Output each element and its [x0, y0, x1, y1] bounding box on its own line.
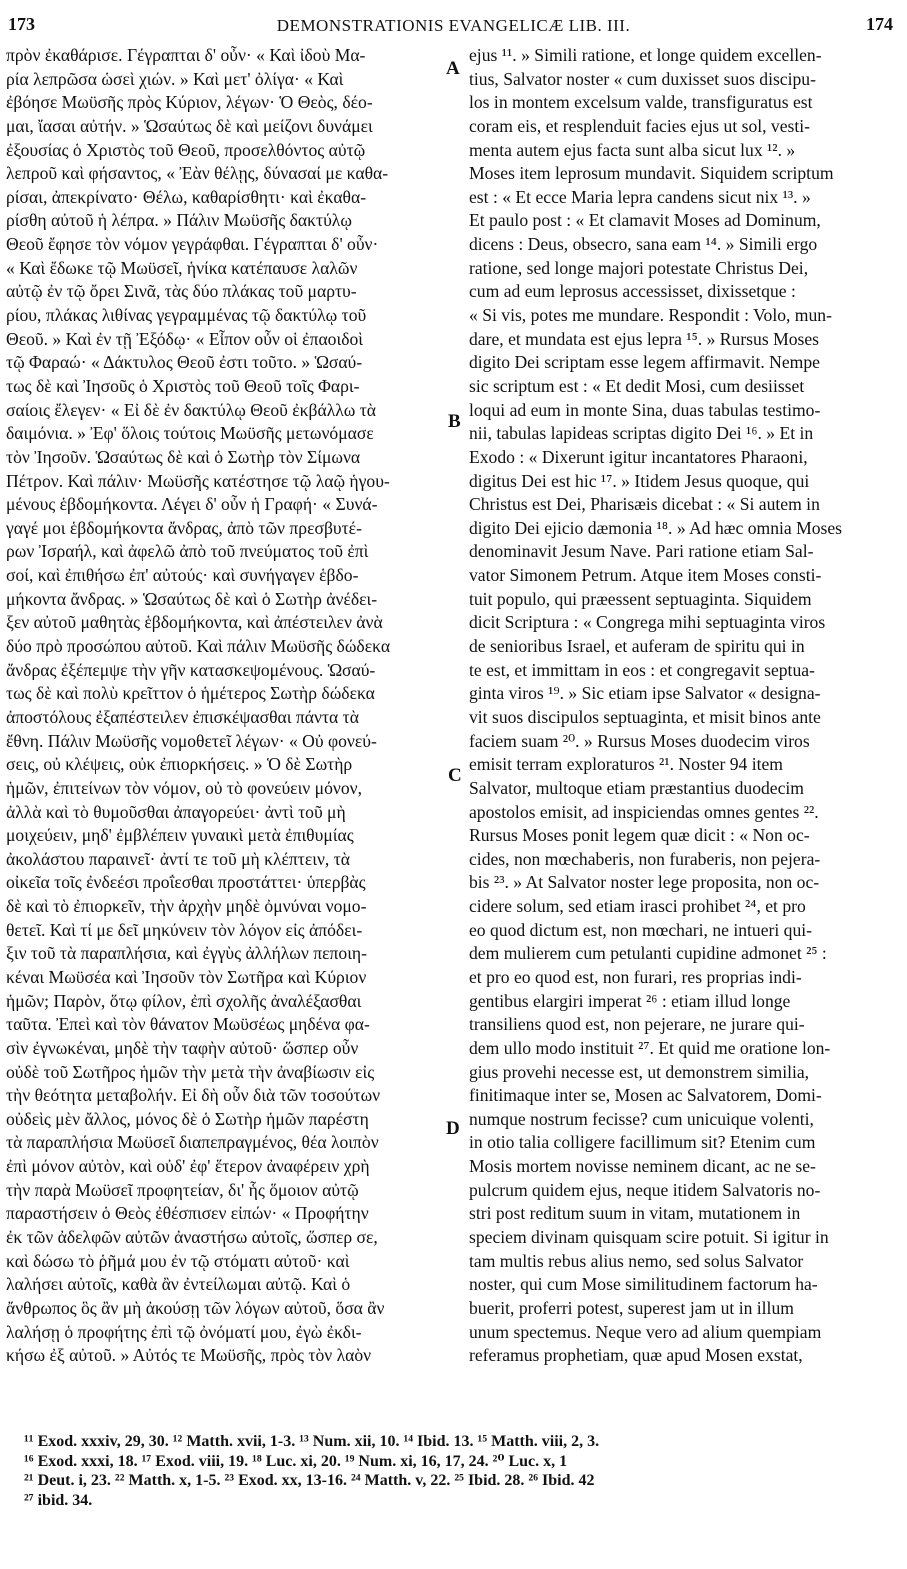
section-marker-a: A — [446, 58, 460, 79]
latin-text-line: nii, tabulas lapideas scriptas digito Dei ¹⁶. » Et in — [469, 423, 814, 444]
greek-text-line: ἐκ τῶν ἀδελφῶν αὐτῶν ἀναστήσω αὐτοῖς, ὥσπερ σε, — [6, 1227, 378, 1248]
latin-text-line: bis ²³. » At Salvator noster lege proposita, non oc- — [469, 872, 820, 893]
latin-text-line: vit suos discipulos septuaginta, et misit binos ante — [469, 706, 821, 727]
greek-text-line: κέναι Μωϋσέα καὶ Ἰησοῦν τὸν Σωτῆρα καὶ Κύριον — [6, 966, 367, 987]
footnote-line: ¹⁶ Exod. xxxi, 18. ¹⁷ Exod. viii, 19. ¹⁸ Luc. xi, 20. ¹⁹ Num. xi, 16, 17, 24. ²⁰ Luc. x, 1 — [24, 1452, 568, 1470]
latin-text-line: los in montem excelsum valde, transfiguratus est — [469, 92, 813, 113]
greek-text-line: ἐβόησε Μωϋσῆς πρὸς Κύριον, λέγων· Ὁ Θεὸς, δέο- — [6, 92, 373, 113]
greek-text-line: λεπροῦ καὶ φήσαντος, « Ἐὰν θέλῃς, δύνασαί με καθα- — [6, 163, 389, 184]
greek-text-line: μαι, ἴασαι αὐτήν. » Ὡσαύτως δὲ καὶ μείζονι δυνάμει — [6, 115, 373, 136]
latin-text-line: ejus ¹¹. » Simili ratione, et longe quidem excellen- — [469, 45, 822, 65]
footnote-line: ²¹ Deut. i, 23. ²² Matth. x, 1-5. ²³ Exod. xx, 13-16. ²⁴ Matth. v, 22. ²⁵ Ibid. 28. ²⁶ Ibid. 42 — [24, 1472, 595, 1490]
greek-text-line: μήκοντα ἄνδρας. » Ὡσαύτως δὲ καὶ ὁ Σωτὴρ ἀνέδει- — [6, 588, 378, 609]
latin-text-line: dare, et mundata est ejus lepra ¹⁵. » Rursus Moses — [469, 328, 820, 349]
greek-text-line: ξιν τοῦ τὰ παραπλήσια, καὶ ἐγγὺς ἀλλήλων πεποιη- — [6, 943, 367, 964]
greek-text-line: ἀκολάστου παραινεῖ· ἀντί τε τοῦ μὴ κλέπτειν, τὰ — [6, 848, 351, 869]
latin-text-line: dicit Scriptura : « Congrega mihi septuaginta viros — [469, 612, 826, 633]
greek-text-line: σεις, οὐ κλέψεις, οὐκ ἐπιορκήσεις. » Ὁ δὲ Σωτὴρ — [6, 754, 353, 775]
latin-text-line: et pro eo quod est, non furari, res proprias indi- — [469, 966, 802, 987]
greek-text-line: ἡμῶν, ἐπιτείνων τὸν νόμον, οὐ τὸ φονεύειν μόνον, — [6, 777, 362, 798]
greek-text-column — [6, 44, 438, 1368]
greek-text-line: ρων Ἰσραήλ, καὶ ἀφελῶ ἀπὸ τοῦ πνεύματος τοῦ ἐπὶ — [6, 541, 369, 562]
latin-text-line: noster, qui cum Mose similitudinem factorum ha- — [469, 1274, 818, 1295]
latin-text-line: Moses item leprosum mundavit. Siquidem scriptum — [469, 163, 834, 184]
greek-text-line: πρὸν ἐκαθάρισε. Γέγραπται δ' οὖν· « Καὶ ἰδοὺ Μα- — [6, 45, 366, 65]
greek-text-line: λαλήσει αὐτοῖς, καθὰ ἂν ἐντείλωμαι αὐτῷ. Καὶ ὁ — [6, 1274, 351, 1295]
latin-text-line: menta autem ejus facta sunt alba sicut lux ¹². » — [469, 139, 796, 160]
latin-text-line: dicens : Deus, obsecro, sana eam ¹⁴. » Simili ergo — [469, 234, 818, 255]
latin-text-line: unum spectemus. Neque vero ad alium quempiam — [469, 1321, 822, 1342]
latin-text-line: digitus Dei est hic ¹⁷. » Itidem Jesus quoque, qui — [469, 470, 810, 491]
greek-text-line: τὴν θεότητα μεταβολήν. Εἰ δὴ οὖν διὰ τῶν τοσούτων — [6, 1085, 381, 1106]
latin-text-line: faciem suam ²⁰. » Rursus Moses duodecim viros — [469, 730, 810, 751]
section-marker-c: C — [448, 765, 462, 786]
latin-text-line: pulcrum quidem ejus, neque itidem Salvatoris no- — [469, 1179, 821, 1200]
greek-text-line: σὶν ἐγνωκέναι, μηδὲ τὴν ταφὴν αὐτοῦ· ὥσπερ οὖν — [6, 1037, 359, 1058]
latin-text-line: tuit populo, qui præessent septuaginta. Siquidem — [469, 588, 812, 609]
latin-text-line: Rursus Moses ponit legem quæ dicit : « Non oc- — [469, 825, 810, 846]
page-number-right: 174 — [866, 14, 893, 34]
greek-text-line: « Καὶ ἔδωκε τῷ Μωϋσεῖ, ἡνίκα κατέπαυσε λαλῶν — [6, 257, 358, 278]
running-title: DEMONSTRATIONIS EVANGELICÆ LIB. III. — [276, 16, 631, 35]
latin-text-line: te est, et immittam in eos : et congregavit septua- — [469, 659, 815, 680]
greek-text-line: ρίσθη αὐτοῦ ἡ λέπρα. » Πάλιν Μωϋσῆς δακτύλῳ — [6, 210, 352, 231]
latin-text-line: vator Simonem Petrum. Atque item Moses consti- — [469, 565, 822, 586]
greek-text-line: ταῦτα. Ἐπεὶ καὶ τὸν θάνατον Μωϋσέως μηδένα φα- — [6, 1014, 370, 1035]
latin-text-line: cidere solum, sed etiam irasci prohibet ²⁴, et pro — [469, 896, 806, 917]
greek-text-line: ρίου, πλάκας λιθίνας γεγραμμένας τῷ δακτύλῳ τοῦ — [6, 305, 367, 326]
latin-text-line: de senioribus Israel, et auferam de spiritu qui in — [469, 636, 805, 657]
page-number-left: 173 — [8, 14, 35, 34]
greek-text-line: τως δὲ καὶ πολὺ κρεῖττον ὁ ἡμέτερος Σωτὴρ δώδεκα — [6, 683, 375, 704]
latin-text-line: coram eis, et resplenduit facies ejus ut sol, vesti- — [469, 115, 811, 136]
latin-text-line: denominavit Jesum Nave. Pari ratione etiam Sal- — [469, 541, 814, 562]
latin-text-line: est : « Et ecce Maria lepra candens sicut nix ¹³. » — [469, 186, 811, 207]
greek-text-line: οἰκεῖα τοῖς ἐνδεέσι προΐεσθαι προστάττει· ὑπερβὰς — [6, 872, 366, 893]
latin-text-line: Et paulo post : « Et clamavit Moses ad Dominum, — [469, 210, 821, 231]
footnote-line: ¹¹ Exod. xxxiv, 29, 30. ¹² Matth. xvii, 1-3. ¹³ Num. xii, 10. ¹⁴ Ibid. 13. ¹⁵ Matth. viii, 2, 3. — [24, 1433, 600, 1450]
latin-text-line: emisit terram exploraturos ²¹. Noster 94 item — [469, 754, 783, 775]
greek-text-line: κήσω ἐξ αὐτοῦ. » Αὐτός τε Μωϋσῆς, πρὸς τὸν λαὸν — [6, 1345, 372, 1366]
greek-text-line: δύο πρὸ προσώπου αὐτοῦ. Καὶ πάλιν Μωϋσῆς δώδεκα — [6, 636, 391, 657]
latin-text-line: buerit, proferri potest, superest jam ut in illum — [469, 1297, 794, 1318]
greek-text-line: τῷ Φαραώ· « Δάκτυλος Θεοῦ ἐστι τοῦτο. » Ὡσαύ- — [6, 352, 363, 373]
latin-text-line: transiliens quod est, non pejerare, ne jurare qui- — [469, 1014, 805, 1035]
latin-text-column — [469, 44, 897, 1368]
latin-text-line: Christus est Dei, Pharisæis dicebat : « Si autem in — [469, 494, 820, 515]
greek-text-line: τὸν Ἰησοῦν. Ὡσαύτως δὲ καὶ ὁ Σωτὴρ τὸν Σίμωνα — [6, 446, 361, 467]
greek-text-line: ξεν αὐτοῦ μαθητὰς ἑβδομήκοντα, καὶ ἀπέστειλεν ἀνὰ — [6, 612, 383, 633]
latin-text-line: numque nostrum fecisse? cum unicuique volenti, — [469, 1108, 814, 1129]
greek-text-line: οὐδεὶς μὲν ἄλλος, μόνος δὲ ὁ Σωτὴρ ἡμῶν παρέστη — [6, 1108, 369, 1129]
greek-text-line: Θεοῦ ἔφησε τὸν νόμον γεγράφθαι. Γέγραπται δ' οὖν· — [6, 234, 379, 255]
latin-text-line: ginta viros ¹⁹. » Sic etiam ipse Salvator « designa- — [469, 683, 821, 704]
greek-text-line: ἡμῶν; Παρὸν, ὅτῳ φίλον, ἐπὶ σχολῆς ἀναλέξασθαι — [6, 990, 362, 1011]
latin-text-line: ratione, sed longe majori potestate Christus Dei, — [469, 257, 809, 278]
greek-text-line: ἄνθρωπος ὃς ἂν μὴ ἀκούσῃ τῶν λόγων αὐτοῦ, ὅσα ἂν — [6, 1297, 385, 1318]
latin-text-line: Exodo : « Dixerunt igitur incantatores Pharaoni, — [469, 446, 808, 467]
greek-text-line: αὐτῷ ἐν τῷ ὄρει Σινᾶ, τὰς δύο πλάκας τοῦ μαρτυ- — [6, 281, 357, 302]
greek-text-line: μένους ἑβδομήκοντα. Λέγει δ' οὖν ἡ Γραφή· « Συνά- — [6, 494, 378, 515]
latin-text-line: referamus prophetiam, quæ apud Mosen exstat, — [469, 1345, 803, 1366]
latin-text-line: dem ullo modo instituit ²⁷. Et quid me oratione lon- — [469, 1037, 831, 1058]
greek-text-line: ρίσαι, ἀπεκρίνατο· Θέλω, καθαρίσθητι· καὶ ἐκαθα- — [6, 186, 367, 207]
greek-text-line: μοιχεύειν, μηδ' ἐμβλέπειν γυναικὶ μετὰ ἐπιθυμίας — [6, 825, 354, 846]
latin-text-line: sic scriptum est : « Et dedit Mosi, cum desiisset — [469, 375, 805, 396]
greek-text-line: σαίοις ἔλεγεν· « Εἰ δὲ ἐν δακτύλῳ Θεοῦ ἐκβάλλω τὰ — [6, 399, 377, 420]
greek-text-line: θετεῖ. Καὶ τί με δεῖ μηκύνειν τὸν λόγον εἰς ἀπόδει- — [6, 919, 363, 940]
latin-text-line: stri post reditum suum in vitam, mutationem in — [469, 1203, 801, 1224]
greek-text-line: ἔθνη. Πάλιν Μωϋσῆς νομοθετεῖ λέγων· « Οὐ φονεύ- — [6, 730, 377, 751]
greek-text-line: λαλήσῃ ὁ προφήτης ἐπὶ τῷ ὀνόματί μου, ἐγὼ ἐκδι- — [6, 1321, 362, 1342]
latin-text-line: « Si vis, potes me mundare. Respondit : Volo, mun- — [469, 305, 832, 326]
footnotes — [24, 1432, 894, 1510]
greek-text-line: Πέτρον. Καὶ πάλιν· Μωϋσῆς κατέστησε τῷ λαῷ ἡγου- — [6, 470, 390, 491]
greek-text-line: τὰ παραπλήσια Μωϋσεῖ διαπεπραγμένος, θέα λοιπὸν — [6, 1132, 379, 1153]
greek-text-line: Θεοῦ. » Καὶ ἐν τῇ Ἐξόδῳ· « Εἶπον οὖν οἱ ἐπαοιδοὶ — [6, 328, 364, 349]
greek-text-line: καὶ δώσω τὸ ῥῆμά μου ἐν τῷ στόματι αὐτοῦ· καὶ — [6, 1250, 350, 1271]
latin-text-line: Mosis mortem novisse neminem dicant, ac ne se- — [469, 1156, 816, 1177]
greek-text-line: ἄνδρας ἐξέπεμψε τὴν γῆν κατασκεψομένους. Ὡσαύ- — [6, 659, 376, 680]
latin-text-line: gius provehi necesse est, ut demonstrem similia, — [469, 1061, 810, 1082]
greek-text-line: ἀποστόλους ἐξαπέστειλεν ἐπισκέψασθαι πάντα τὰ — [6, 706, 359, 727]
latin-text-line: apostolos emisit, ad inspiciendas omnes gentes ²². — [469, 801, 819, 822]
greek-text-line: τως δὲ καὶ Ἰησοῦς ὁ Χριστὸς τοῦ Θεοῦ τοῖς Φαρι- — [6, 375, 360, 396]
latin-text-line: digito Dei ejicio dæmonia ¹⁸. » Ad hæc omnia Moses — [469, 517, 843, 538]
latin-text-line: finitimaque inter se, Mosen ac Salvatorem, Domi- — [469, 1085, 822, 1106]
greek-text-line: σοί, καὶ ἐπιθήσω ἐπ' αὐτούς· καὶ συνήγαγεν ἑβδο- — [6, 565, 359, 586]
greek-text-line: οὐδὲ τοῦ Σωτῆρος ἡμῶν τὴν μετὰ τὴν ἀναβίωσιν εἰς — [6, 1061, 375, 1082]
greek-text-line: ἐπὶ μόνον αὐτὸν, καὶ οὐδ' ἐφ' ἕτερον ἀναφέρειν χρὴ — [6, 1156, 370, 1177]
page-header — [0, 0, 907, 40]
latin-text-line: loqui ad eum in monte Sina, duas tabulas testimo- — [469, 399, 821, 420]
latin-text-line: in otio talia colligere facillimum sit? Etenim cum — [469, 1132, 816, 1153]
footnote-line: ²⁷ ibid. 34. — [24, 1491, 93, 1509]
latin-text-line: dem mulierem cum petulanti cupidine admonet ²⁵ : — [469, 943, 827, 964]
section-marker-b: B — [448, 411, 461, 432]
latin-text-line: tam multis rebus alius nemo, sed solus Salvator — [469, 1250, 804, 1271]
section-marker-d: D — [446, 1118, 460, 1139]
latin-text-line: cum ad eum leprosus accessisset, dixissetque : — [469, 281, 796, 302]
greek-text-line: τὴν παρὰ Μωϋσεῖ προφητείαν, δι' ἧς ὅμοιον αὐτῷ — [6, 1179, 359, 1200]
greek-text-line: δαιμόνια. » Ἐφ' ὅλοις τούτοις Μωϋσῆς μετωνόμασε — [6, 423, 374, 444]
latin-text-line: digito Dei scriptam esse legem affirmavit. Nempe — [469, 352, 820, 373]
latin-text-line: Salvator, multoque etiam præstantius duodecim — [469, 777, 804, 798]
latin-text-line: speciem divinam quisquam scire potuit. Si igitur in — [469, 1227, 829, 1248]
latin-text-line: eo quod dictum est, non mœchari, ne intueri qui- — [469, 919, 813, 940]
greek-text-line: ρία λεπρῶσα ὡσεὶ χιών. » Καὶ μετ' ὀλίγα· « Καὶ — [6, 68, 344, 89]
greek-text-line: ἐξουσίας ὁ Χριστὸς τοῦ Θεοῦ, προσελθόντος αὐτῷ — [6, 139, 366, 160]
latin-text-line: tius, Salvator noster « cum duxisset suos discipu- — [469, 68, 816, 89]
greek-text-line: ἀλλὰ καὶ τὸ θυμοῦσθαι ἀπαγορεύει· ἀντὶ τοῦ μὴ — [6, 801, 346, 822]
latin-text-line: gentibus elargiri imperat ²⁶ : etiam illud longe — [469, 990, 791, 1011]
greek-text-line: παραστήσειν ὁ Θεὸς ἐθέσπισεν εἰπών· « Προφήτην — [6, 1203, 369, 1224]
greek-text-line: γαγέ μοι ἑβδομήκοντα ἄνδρας, ἀπὸ τῶν πρεσβυτέ- — [6, 517, 362, 538]
greek-text-line: δὲ καὶ τὸ ἐπιορκεῖν, τὴν ἀρχὴν μηδὲ ὀμνύναι νομο- — [6, 896, 367, 917]
latin-text-line: cides, non mœchaberis, non furaberis, non pejera- — [469, 848, 821, 869]
